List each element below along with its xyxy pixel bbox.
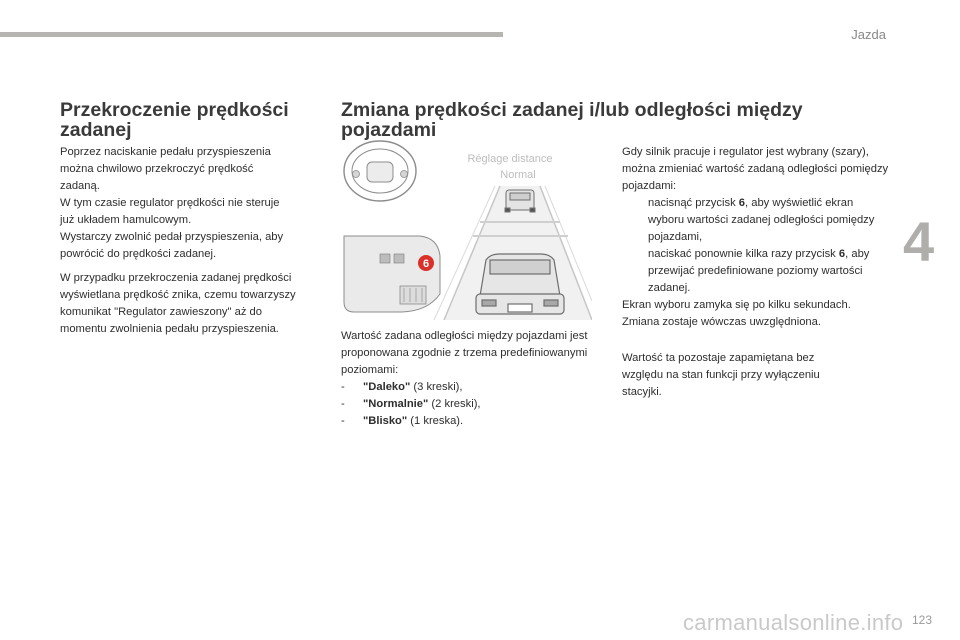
lead-car-icon [505,190,535,212]
left-paragraph-1: Poprzez naciskanie pedału przyspieszenia można chwilowo przekroczyć prędkość zadaną. W tym czasie regulator prędkości nie steruje już układem hamulcowym. Wystarczy zwolnić pedał przyspieszenia, aby powrócić do prędkości zadanej. [60,146,284,260]
procedure-intro: Gdy silnik pracuje i regulator jest wybrany (szary), można zmieniać wartość zadaną odległości pomiędzy pojazdami: [622,146,889,192]
button-panel-icon [344,236,440,312]
left-heading: Przekroczenie prędkości zadanej [60,99,289,142]
level-detail: (3 kreski), [410,381,463,393]
procedure-text [622,144,892,331]
level-detail: (1 kreska). [407,415,464,427]
steering-wheel-icon [344,141,416,201]
header-bar [0,32,503,37]
distance-setting-illustration [340,126,592,321]
bullet-icon [622,246,648,297]
level-detail: (2 kreski), [428,398,481,410]
left-paragraph-2: W przypadku przekroczenia zadanej prędkości wyświetlana prędkość znika, czemu towarzyszy komunikat "Regulator zawieszony" aż do momentu zwolnienia pedału przyspieszenia. [60,272,296,335]
page-number: 123 [912,613,933,627]
level-item: - "Blisko" (1 kreska). [341,415,464,427]
procedure-after-1: Ekran wyboru zamyka się po kilku sekundach. [622,299,851,311]
footer-watermark: carmanualsonline.info [683,610,904,635]
chapter-number: 4 [903,210,935,273]
level-name: "Normalnie" [363,398,429,410]
level-item: - "Normalnie" (2 kreski), [341,398,481,410]
procedure-step: naciskać ponownie kilka razy przycisk 6, aby przewijać predefiniowane poziomy wartości zadanej. [622,246,892,297]
distance-levels-text [341,328,611,430]
svg-text:Normal: Normal [500,169,536,181]
button-reference: 6 [738,197,746,209]
middle-heading: Zmiana prędkości zadanej i/lub odległości między pojazdami [341,99,803,142]
svg-text:6: 6 [422,258,430,270]
svg-text:Réglage distance: Réglage distance [467,153,553,165]
procedure-step: nacisnąć przycisk 6, aby wyświetlić ekran wyboru wartości zadanej odległości pomiędzy pojazdami, [622,195,892,246]
bullet-icon [622,195,648,246]
level-name: "Daleko" [363,381,411,393]
level-item: - "Daleko" (3 kreski), [341,381,463,393]
distance-intro: Wartość zadana odległości między pojazdami jest proponowana zgodnie z trzema predefiniowanymi poziomami: [341,330,588,376]
distance-display-screen [434,148,592,320]
section-label: Jazda [851,27,886,42]
procedure-after-2: Zmiana zostaje wówczas uwzględniona. [622,316,821,328]
memory-note: Wartość ta pozostaje zapamiętana bez względu na stan funkcji przy wyłączeniu stacyjki. [622,352,820,398]
level-name: "Blisko" [363,415,408,427]
own-car-icon [476,254,564,314]
callout-badge-6 [418,255,434,271]
button-reference: 6 [838,248,846,260]
